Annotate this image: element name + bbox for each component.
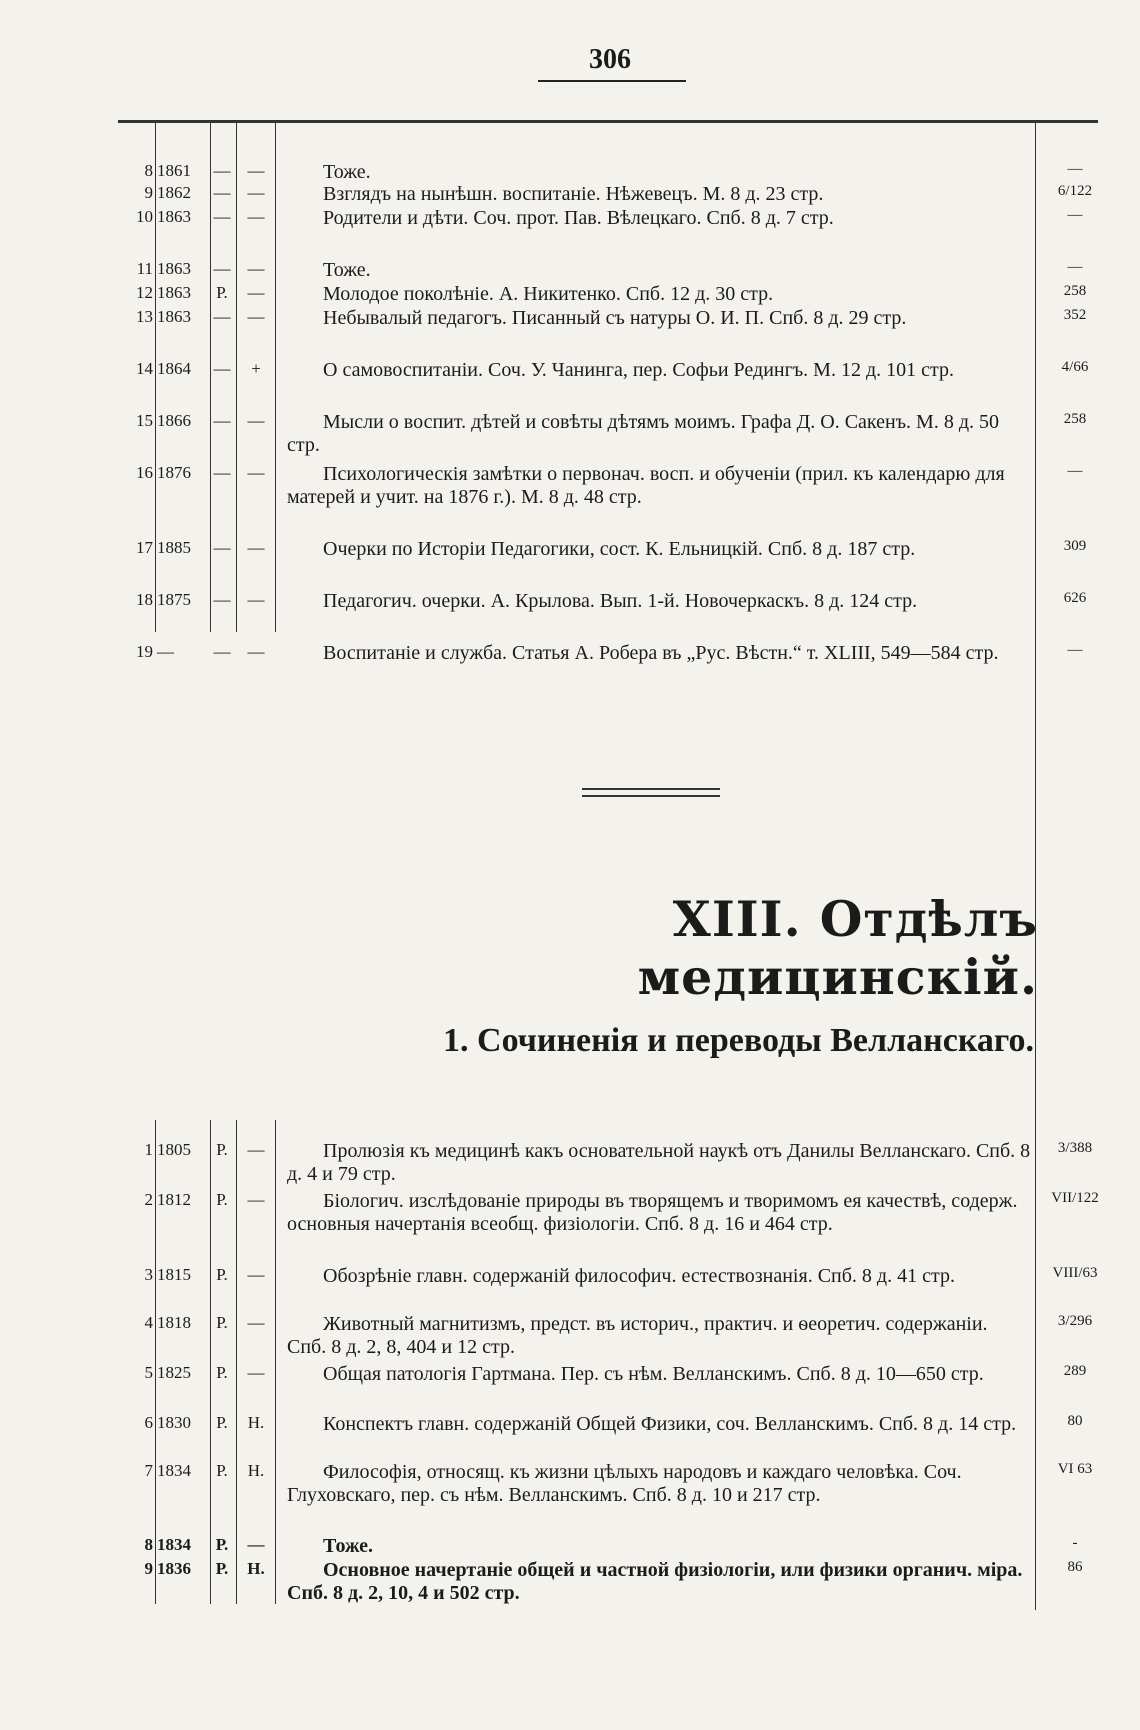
entry-number: 1 (144, 1140, 153, 1159)
entry-language: Р. (216, 1265, 228, 1284)
entry-language: — (213, 259, 231, 278)
entry-title (287, 642, 1031, 665)
entry-title (287, 1535, 1031, 1558)
entry-year: 1805 (157, 1140, 191, 1159)
entry-year: 1834 (157, 1461, 191, 1480)
entry-year: 1834 (157, 1535, 191, 1554)
entry-translation: — (247, 283, 265, 302)
entry-title (287, 1413, 1031, 1436)
entry-title (287, 259, 1031, 282)
entry-reference: VI 63 (1057, 1461, 1093, 1477)
entry-title-text: Тоже. (323, 1535, 374, 1557)
entry-reference: - (1072, 1535, 1078, 1551)
section-divider (582, 788, 720, 790)
entry-year: 1864 (157, 359, 191, 378)
entry-title-text: Педагогич. очерки. А. Крылова. Вып. 1-й. Новочеркаскъ. 8 д. 124 стр. (323, 590, 918, 612)
entry-title (287, 590, 1031, 613)
entry-reference: 626 (1063, 590, 1087, 606)
entry-language: Р. (215, 1535, 229, 1554)
entry-year: 1885 (157, 538, 191, 557)
entry-number: 5 (144, 1363, 153, 1382)
entry-reference: — (1067, 207, 1083, 223)
entry-year: 1863 (157, 259, 191, 278)
entry-year: 1875 (157, 590, 191, 609)
entry-language: — (213, 411, 231, 430)
entry-number: 12 (136, 283, 153, 302)
entry-number: 19 (136, 642, 153, 661)
entry-language: — (213, 538, 231, 557)
entry-language: Р. (216, 1461, 228, 1480)
entry-year: 1818 (157, 1313, 191, 1332)
column-rule (236, 122, 237, 632)
entry-title-text: Общая патологія Гартмана. Пер. съ нѣм. Велланскимъ. Спб. 8 д. 10—650 стр. (323, 1363, 984, 1385)
page-number: 306 (589, 44, 631, 75)
entry-translation: — (247, 642, 265, 661)
entry-language: Р. (216, 1363, 228, 1382)
entry-language: Р. (216, 1413, 228, 1432)
entry-year: 1863 (157, 307, 191, 326)
entry-number: 6 (144, 1413, 153, 1432)
entry-title-text: Тоже. (323, 259, 371, 281)
entry-title-text: Основное начертаніе общей и частной физіологіи, или физики органич. міра. Спб. 8 д. 2, 10, 4 и 502 стр. (287, 1559, 1023, 1604)
entry-year: 1866 (157, 411, 191, 430)
entry-reference: 3/296 (1057, 1313, 1093, 1329)
page-number-underline (538, 80, 686, 82)
entry-reference: 258 (1063, 411, 1087, 427)
entry-year: 1825 (157, 1363, 191, 1382)
entry-language: Р. (215, 1559, 229, 1578)
entry-translation: + (251, 359, 261, 378)
entry-number: 16 (136, 463, 153, 482)
column-rule (155, 1120, 156, 1604)
column-rule (275, 122, 276, 632)
entry-title (287, 463, 1031, 509)
entry-title (287, 1363, 1031, 1386)
entry-translation: — (247, 307, 265, 326)
entry-language: Р. (216, 1140, 228, 1159)
section-divider (582, 795, 720, 797)
entry-number: 9 (144, 183, 153, 202)
entry-number: 14 (136, 359, 153, 378)
entry-language: — (213, 590, 231, 609)
entry-title-text: Животный магнитизмъ, предст. въ историч., практич. и ѳеоретич. содержаніи. Спб. 8 д. 2, 8, 404 и 12 стр. (287, 1313, 988, 1358)
entry-title-text: Философія, относящ. къ жизни цѣлыхъ народовъ и каждаго человѣка. Соч. Глуховскаго, пер. съ нѣм. Велланскимъ. Спб. 8 д. 10 и 217 стр. (287, 1461, 962, 1506)
entry-title (287, 283, 1031, 306)
entry-translation: — (247, 183, 265, 202)
entry-title (287, 538, 1031, 561)
entry-year: 1863 (157, 207, 191, 226)
entry-number: 3 (144, 1265, 153, 1284)
entry-title-text: Тоже. (323, 161, 371, 183)
entry-number: 4 (144, 1313, 153, 1332)
entry-number: 10 (136, 207, 153, 226)
entry-title-text: Пролюзія къ медицинѣ какъ основательной наукѣ отъ Данилы Велланскаго. Спб. 8 д. 4 и 79 стр. (287, 1140, 1031, 1185)
entry-number: 18 (136, 590, 153, 609)
column-rule (275, 1120, 276, 1604)
entry-language: — (213, 307, 231, 326)
entry-title (287, 161, 1031, 184)
entry-number: 15 (136, 411, 153, 430)
entry-number: 17 (136, 538, 153, 557)
entry-title-text: Біологич. изслѣдованіе природы въ творящемъ и творимомъ ея качествѣ, содерж. основныя начертанія всеобщ. физіологіи. Спб. 8 д. 16 и 464 стр. (287, 1190, 1018, 1235)
entry-year: 1830 (157, 1413, 191, 1432)
entry-language: — (213, 183, 231, 202)
entry-number: 13 (136, 307, 153, 326)
entry-year: 1862 (157, 183, 191, 202)
entry-title (287, 1140, 1031, 1186)
entry-title (287, 307, 1031, 330)
entry-language: Р. (216, 1190, 228, 1209)
entry-reference: 86 (1067, 1559, 1083, 1575)
entry-language: Р. (216, 283, 228, 302)
entry-number: 11 (136, 259, 153, 278)
entry-reference: — (1067, 463, 1083, 479)
entry-translation: Н. (247, 1559, 265, 1578)
entry-title-text: Психологическія замѣтки о первонач. восп. и обученіи (прил. къ календарю для матерей и учит. на 1876 г.). М. 8 д. 48 стр. (287, 463, 1005, 508)
entry-title-text: Очерки по Исторіи Педагогики, сост. К. Ельницкій. Спб. 8 д. 187 стр. (323, 538, 916, 560)
entry-reference: — (1067, 642, 1083, 658)
entry-number: 7 (144, 1461, 153, 1480)
entry-number: 9 (144, 1559, 153, 1578)
entry-language: Р. (216, 1313, 228, 1332)
entry-reference: VII/122 (1051, 1190, 1099, 1206)
entry-translation: Н. (247, 1461, 265, 1480)
entry-year: 1815 (157, 1265, 191, 1284)
column-rule (155, 122, 156, 632)
entry-title-text: Родители и дѣти. Соч. прот. Пав. Вѣлецкаго. Спб. 8 д. 7 стр. (323, 207, 834, 229)
entry-reference: 309 (1063, 538, 1087, 554)
entry-language: — (213, 463, 231, 482)
entry-translation: — (247, 1535, 265, 1554)
entry-translation: — (247, 1313, 265, 1332)
entry-translation: — (247, 161, 265, 180)
entry-reference: 80 (1067, 1413, 1083, 1429)
entry-language: — (213, 642, 231, 661)
column-rule (236, 1120, 237, 1604)
entry-title (287, 1190, 1031, 1236)
entry-reference: 258 (1063, 283, 1087, 299)
top-rule (118, 120, 1098, 123)
entry-reference: — (1067, 161, 1083, 177)
entry-title (287, 1313, 1031, 1359)
entry-title (287, 1265, 1031, 1288)
entry-title-text: Взглядъ на нынѣшн. воспитаніе. Нѣжевецъ. М. 8 д. 23 стр. (323, 183, 824, 205)
subsection-heading: 1. Сочиненія и переводы Велланскаго. (443, 1022, 1034, 1059)
entry-language: — (213, 359, 231, 378)
entry-title (287, 1559, 1031, 1605)
entry-reference: 3/388 (1057, 1140, 1093, 1156)
entry-year: 1812 (157, 1190, 191, 1209)
entry-year: — (157, 642, 174, 661)
entry-translation: — (247, 259, 265, 278)
entry-year: 1861 (157, 161, 191, 180)
entry-translation: — (247, 1190, 265, 1209)
entry-translation: — (247, 207, 265, 226)
entry-translation: — (247, 590, 265, 609)
entry-reference: 352 (1063, 307, 1087, 323)
entry-title-text: Воспитаніе и служба. Статья А. Робера въ „Рус. Вѣстн.“ т. XLIII, 549—584 стр. (323, 642, 999, 664)
entry-number: 2 (144, 1190, 153, 1209)
entry-translation: — (247, 1140, 265, 1159)
entry-year: 1836 (157, 1559, 191, 1578)
entry-reference: 289 (1063, 1363, 1087, 1379)
entry-year: 1863 (157, 283, 191, 302)
entry-title-text: Небывалый педагогъ. Писанный съ натуры О. И. П. Спб. 8 д. 29 стр. (323, 307, 907, 329)
entry-title (287, 411, 1031, 457)
entry-title-text: О самовоспитаніи. Соч. У. Чанинга, пер. Софьи Редингъ. М. 12 д. 101 стр. (323, 359, 954, 381)
entry-translation: — (247, 463, 265, 482)
section-heading: XIII. Отдѣлъ медицинскій. (637, 890, 1038, 1006)
entry-translation: — (247, 411, 265, 430)
column-rule (1035, 122, 1036, 1610)
entry-translation: Н. (247, 1413, 265, 1432)
entry-reference: — (1067, 259, 1083, 275)
entry-title-text: Конспектъ главн. содержаній Общей Физики, соч. Велланскимъ. Спб. 8 д. 14 стр. (323, 1413, 1017, 1435)
entry-translation: — (247, 1265, 265, 1284)
entry-title (287, 359, 1031, 382)
entry-translation: — (247, 538, 265, 557)
entry-year: 1876 (157, 463, 191, 482)
entry-reference: VIII/63 (1052, 1265, 1098, 1281)
entry-title (287, 183, 1031, 206)
entry-reference: 4/66 (1061, 359, 1089, 375)
entry-reference: 6/122 (1057, 183, 1093, 199)
entry-title-text: Молодое поколѣніе. А. Никитенко. Спб. 12 д. 30 стр. (323, 283, 774, 305)
entry-translation: — (247, 1363, 265, 1382)
entry-language: — (213, 207, 231, 226)
entry-title (287, 207, 1031, 230)
entry-title-text: Обозрѣніе главн. содержаній философич. естествознанія. Спб. 8 д. 41 стр. (323, 1265, 955, 1287)
entry-language: — (213, 161, 231, 180)
entry-number: 8 (144, 161, 153, 180)
entry-title (287, 1461, 1031, 1507)
entry-number: 8 (144, 1535, 153, 1554)
entry-title-text: Мысли о воспит. дѣтей и совѣты дѣтямъ моимъ. Графа Д. О. Сакенъ. М. 8 д. 50 стр. (287, 411, 1000, 456)
